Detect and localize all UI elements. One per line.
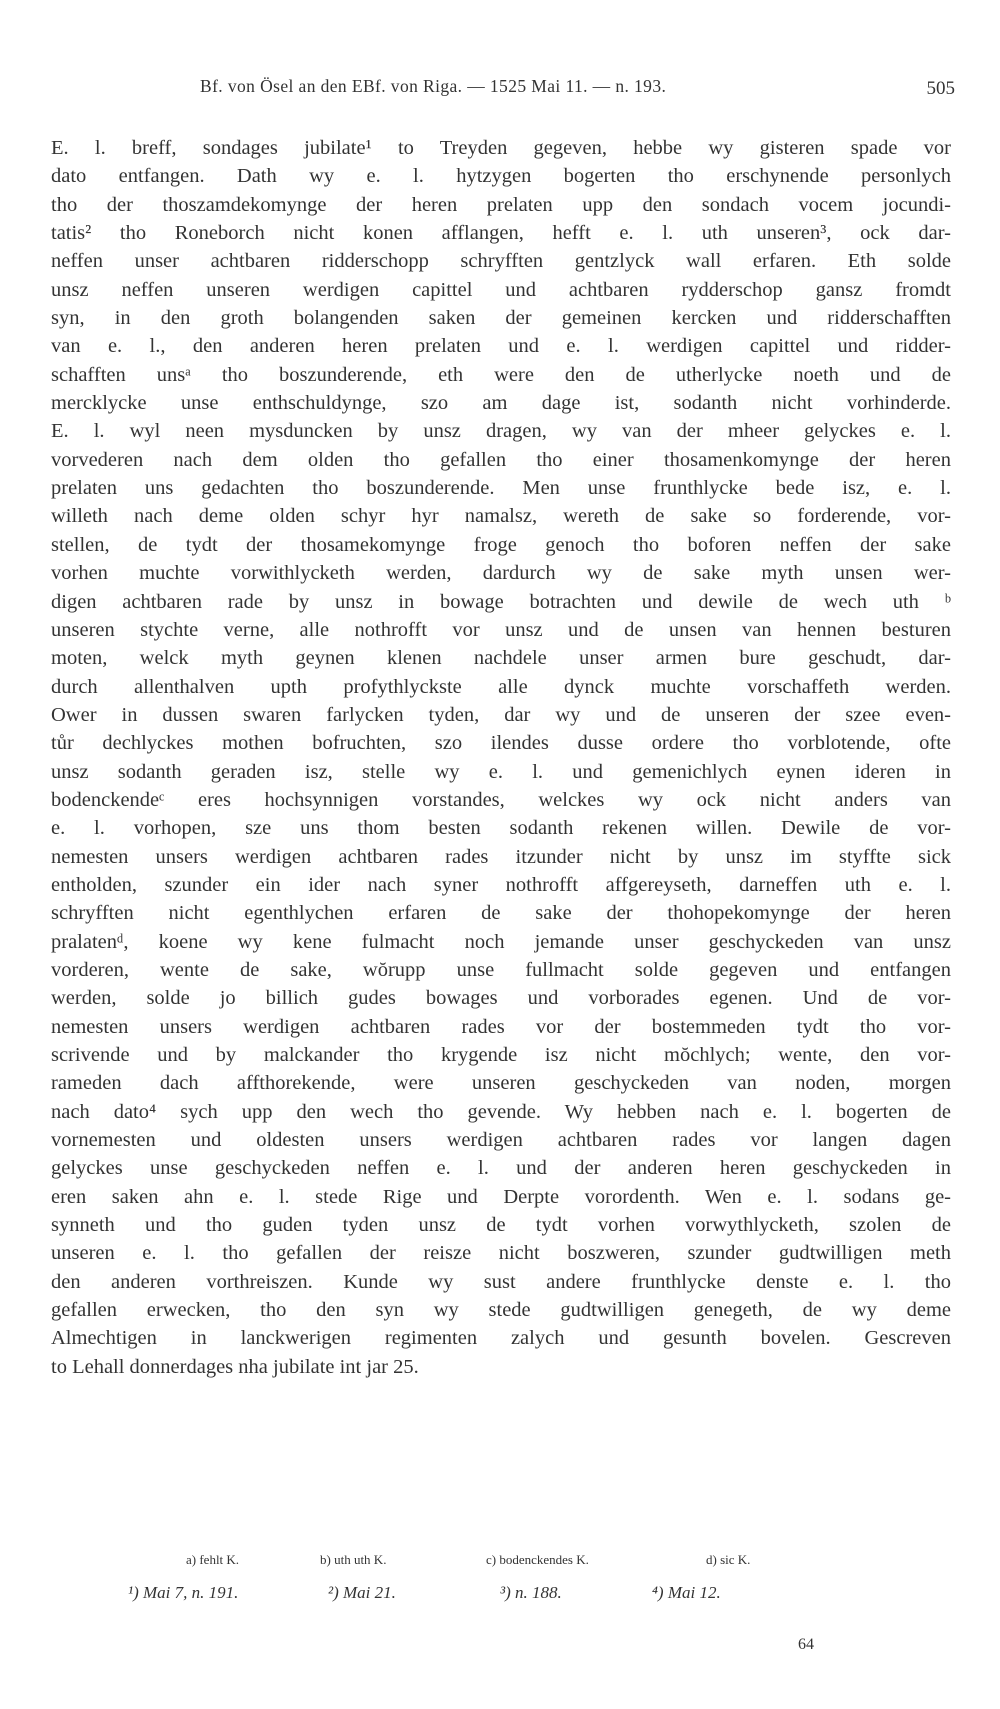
text-line: bodenckendeᶜ eres hochsynnigen vorstandes, welckes wy ock nicht anders van [51,788,951,811]
text-line: unseren e. l. tho gefallen der reisze nicht boszweren, szunder gudtwilligen meth [51,1242,951,1265]
text-line: tatis² tho Roneborch nicht konen afflangen, hefft e. l. uth unseren³, ock dar- [51,222,951,245]
text-line: syn, in den groth bolangenden saken der gemeinen kercken und ridderschafften [51,307,951,330]
text-line: gelyckes unse geschyckeden neffen e. l. und der anderen heren geschyckeden in [51,1157,951,1180]
text-line: Ower in dussen swaren farlycken tyden, dar wy und de unseren der szee even- [51,703,951,726]
text-line: unseren stychte verne, alle nothrofft vor unsz und de unsen van hennen besturen [51,618,951,641]
text-line: Almechtigen in lanckwerigen regimenten zalych und gesunth bovelen. Gescreven [51,1327,951,1350]
text-line: gefallen erwecken, tho den syn wy stede gudtwilligen genegeth, de wy deme [51,1299,951,1322]
footnote-4: ⁴) Mai 12. [652,1583,721,1602]
text-line: werden, solde jo billich gudes bowages und vorborades egenen. Und de vor- [51,987,951,1010]
text-line: rameden dach affthorekende, were unseren geschyckeden van noden, morgen [51,1072,951,1095]
text-line: den anderen vorthreiszen. Kunde wy sust andere frunthlycke denste e. l. tho [51,1270,951,1293]
text-line: durch allenthalven upth profythlyckste alle dynck muchte vorschaffeth werden. [51,675,951,698]
text-line: nach dato⁴ sych upp den wech tho gevende. Wy hebben nach e. l. bogerten de [51,1100,951,1123]
text-line: tho der thoszamdekomynge der heren prelaten upp den sondach vocem jocundi- [51,193,951,216]
text-line: schafften unsᵃ tho boszunderende, eth were den de utherlycke noeth und de [51,363,951,386]
text-line: E. l. wyl neen mysduncken by unsz dragen, wy van der mheer gelyckes e. l. [51,420,951,443]
footnote-d: d) sic K. [706,1552,751,1567]
letter-body [51,134,951,1381]
footnote-3: ³) n. 188. [500,1583,562,1602]
text-line: nemesten unsers werdigen achtbaren rades vor der bostemmeden tydt tho vor- [51,1015,951,1038]
text-line: to Lehall donnerdages nha jubilate int jar 25. [51,1355,419,1378]
signature-mark: 64 [798,1636,814,1653]
text-line: neffen unser achtbaren ridderschopp schryfften gentzlyck wall erfaren. Eth solde [51,250,951,273]
text-line: digen achtbaren rade by unsz in bowage botrachten und dewile de wech uth ᵇ [51,590,951,613]
text-line: moten, welck myth geynen klenen nachdele unser armen bure geschudt, dar- [51,647,951,670]
text-line: nemesten unsers werdigen achtbaren rades itzunder nicht by unsz im styffte sick [51,845,951,868]
text-line: stellen, de tydt der thosamekomynge froge genoch tho boforen neffen der sake [51,533,951,556]
text-line: e. l. vorhopen, sze uns thom besten sodanth rekenen willen. Dewile de vor- [51,817,951,840]
text-line: schryfften nicht egenthlychen erfaren de sake der thohopekomynge der heren [51,902,951,925]
page-number: 505 [926,78,955,99]
running-head: Bf. von Ösel an den EBf. von Riga. — 1525 Mai 11. — n. 193. [200,76,667,96]
text-line: E. l. breff, sondages jubilate¹ to Treyden gegeven, hebbe wy gisteren spade vor [51,137,951,159]
text-line: tůr dechlyckes mothen bofruchten, szo ilendes dusse ordere tho vorblotende, ofte [51,732,951,755]
text-line: vorvederen nach dem olden tho gefallen tho einer thosamenkomynge der heren [51,448,951,471]
footnote-a: a) fehlt K. [186,1552,240,1567]
text-line: van e. l., den anderen heren prelaten und e. l. werdigen capittel und ridder- [51,335,951,358]
text-line: dato entfangen. Dath wy e. l. hytzygen bogerten tho erschynende personlych [51,165,951,188]
text-line: unsz neffen unseren werdigen capittel und achtbaren rydderschop gansz fromdt [51,278,951,301]
text-line: vornemesten und oldesten unsers werdigen achtbaren rades vor langen dagen [51,1129,951,1152]
text-line: mercklycke unse enthschuldynge, szo am dage ist, sodanth nicht vorhinderde. [51,392,951,415]
text-line: vorhen muchte vorwithlycketh werden, dardurch wy de sake myth unsen wer- [51,562,951,585]
footnote-1: ¹) Mai 7, n. 191. [128,1583,239,1602]
text-line: eren saken ahn e. l. stede Rige und Derpte vorordenth. Wen e. l. sodans ge- [51,1185,951,1208]
text-line: synneth und tho guden tyden unsz de tydt vorhen vorwythlycketh, szolen de [51,1214,951,1237]
footnote-b: b) uth uth K. [320,1552,387,1567]
text-line: willeth nach deme olden schyr hyr namalsz, wereth de sake so forderende, vor- [51,505,951,528]
footnote-c: c) bodenckendes K. [486,1552,589,1567]
text-line: pralatenᵈ, koene wy kene fulmacht noch jemande unser geschyckeden van unsz [51,930,951,953]
text-line: scrivende und by malckander tho krygende isz nicht mŏchlych; wente, den vor- [51,1044,951,1066]
text-line: vorderen, wente de sake, wŏrupp unse fullmacht solde gegeven und entfangen [51,958,951,981]
text-line: prelaten uns gedachten tho boszunderende. Men unse frunthlycke bede isz, e. l. [51,477,951,500]
text-line: entholden, szunder ein ider nach syner nothrofft affgereyseth, darneffen uth e. l. [51,873,951,896]
text-line: unsz sodanth geraden isz, stelle wy e. l. und gemenichlych eynen ideren in [51,760,951,783]
footnote-2: ²) Mai 21. [328,1583,396,1602]
